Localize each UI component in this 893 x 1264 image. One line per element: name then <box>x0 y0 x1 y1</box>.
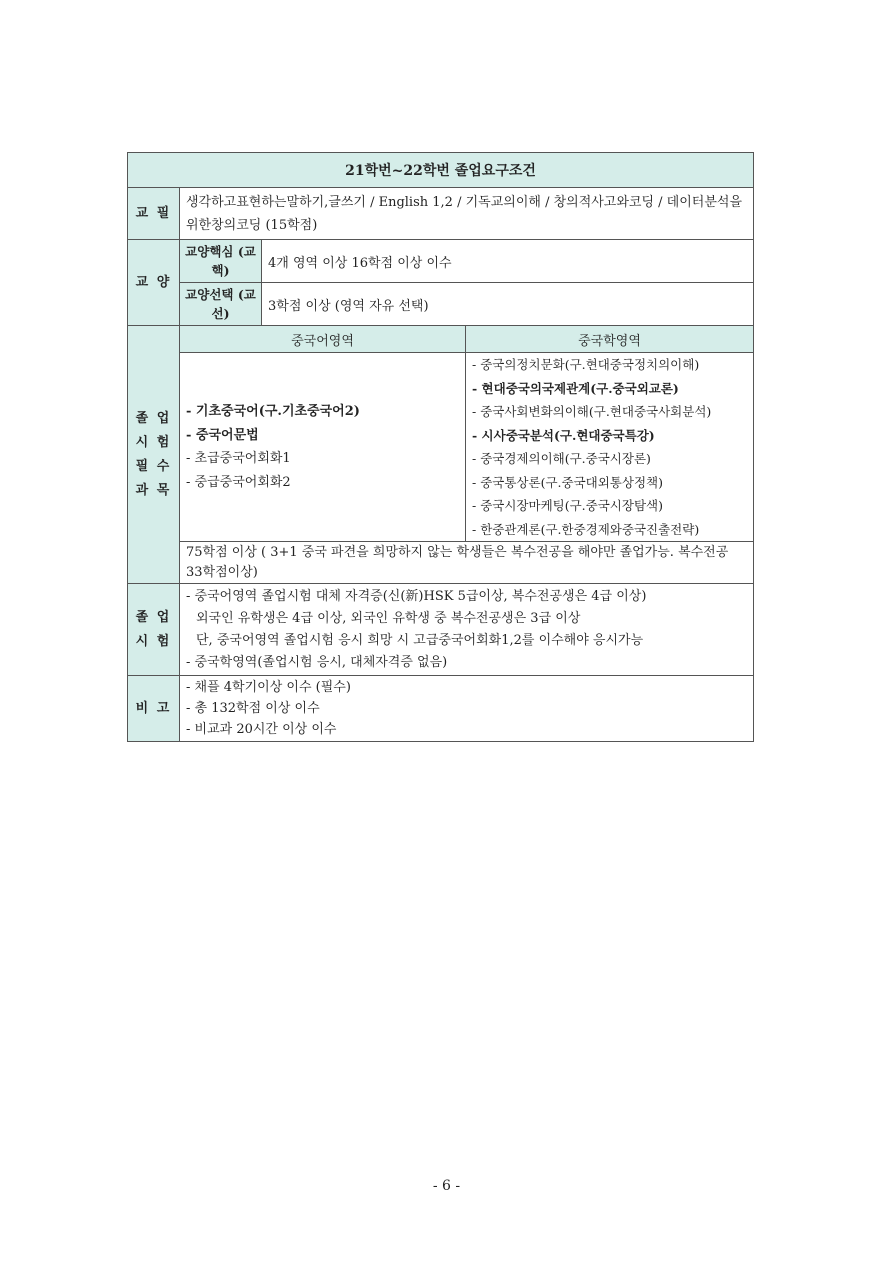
exam-line: 외국인 유학생은 4급 이상, 외국인 유학생 중 복수전공생은 3급 이상 <box>196 610 581 626</box>
list-item: - 중국어문법 <box>186 427 259 443</box>
exam-details <box>180 584 754 676</box>
exam-line: 단, 중국어영역 졸업시험 응시 희망 시 고급중국어회화1,2를 이수해야 응시가능 <box>196 632 644 648</box>
remarks-line: - 총 132학점 이상 이수 <box>186 701 320 716</box>
col-studies-header: 중국학영역 <box>466 326 754 353</box>
page-number: - 6 - <box>432 1178 461 1194</box>
list-item: - 현대중국의국제관계(구.중국외교론) <box>472 380 679 396</box>
exam-label: 졸 업 시 험 <box>128 584 180 676</box>
list-item: - 초급중국어회화1 <box>186 451 291 466</box>
list-item: - 시사중국분석(구.현대중국특강) <box>472 427 655 443</box>
gyoyang-label: 교 양 <box>128 240 180 326</box>
list-item: - 중국사회변화의이해(구.현대중국사회분석) <box>472 404 712 419</box>
remarks-details <box>180 676 754 742</box>
gyoyang-elective-text: 3학점 이상 (영역 자유 선택) <box>262 283 754 326</box>
list-item: - 중국의정치문화(구.현대중국정치의이해) <box>472 357 700 372</box>
table-title: 21학번~22학번 졸업요구조건 <box>128 153 754 188</box>
list-item: - 중국시장마케팅(구.중국시장탐색) <box>472 498 663 513</box>
gyoyang-core-label: 교양핵심 (교핵) <box>180 240 262 283</box>
list-item: - 중급중국어회화2 <box>186 474 291 490</box>
gyoyang-core-text: 4개 영역 이상 16학점 이상 이수 <box>262 240 754 283</box>
gyoyang-elective-label: 교양선택 (교선) <box>180 283 262 326</box>
studies-course-list <box>466 353 754 542</box>
list-item: - 중국통상론(구.중국대외통상정책) <box>472 474 663 490</box>
exam-required-label: 졸 업 시 험 필 수 과 목 <box>128 326 180 584</box>
language-course-list <box>180 353 466 542</box>
gyopil-label: 교 필 <box>128 188 180 240</box>
remarks-line: - 채플 4학기이상 이수 (필수) <box>186 680 351 695</box>
list-item: - 한중관계론(구.한중경제와중국진출전략) <box>472 521 700 537</box>
list-item: - 중국경제의이해(구.중국시장론) <box>472 451 651 466</box>
list-item: - 기초중국어(구.기초중국어2) <box>186 404 360 419</box>
gyopil-courses: 생각하고표현하는말하기,글쓰기 / English 1,2 / 기독교의이해 / 창의적사고와코딩 / 데이터분석을위한창의코딩 (15학점) <box>180 188 754 240</box>
exam-line: - 중국학영역(졸업시험 응시, 대체자격증 없음) <box>186 654 448 670</box>
remarks-line: - 비교과 20시간 이상 이수 <box>186 722 337 737</box>
remarks-label: 비 고 <box>128 676 180 742</box>
exam-line: - 중국어영역 졸업시험 대체 자격증(신(新)HSK 5급이상, 복수전공생은 4급 이상) <box>186 588 647 604</box>
col-language-header: 중국어영역 <box>180 326 466 353</box>
graduation-requirements-table <box>127 152 754 742</box>
credit-note: 75학점 이상 ( 3+1 중국 파견을 희망하지 않는 학생들은 복수전공을 해야만 졸업가능. 복수전공 33학점이상) <box>180 542 754 584</box>
